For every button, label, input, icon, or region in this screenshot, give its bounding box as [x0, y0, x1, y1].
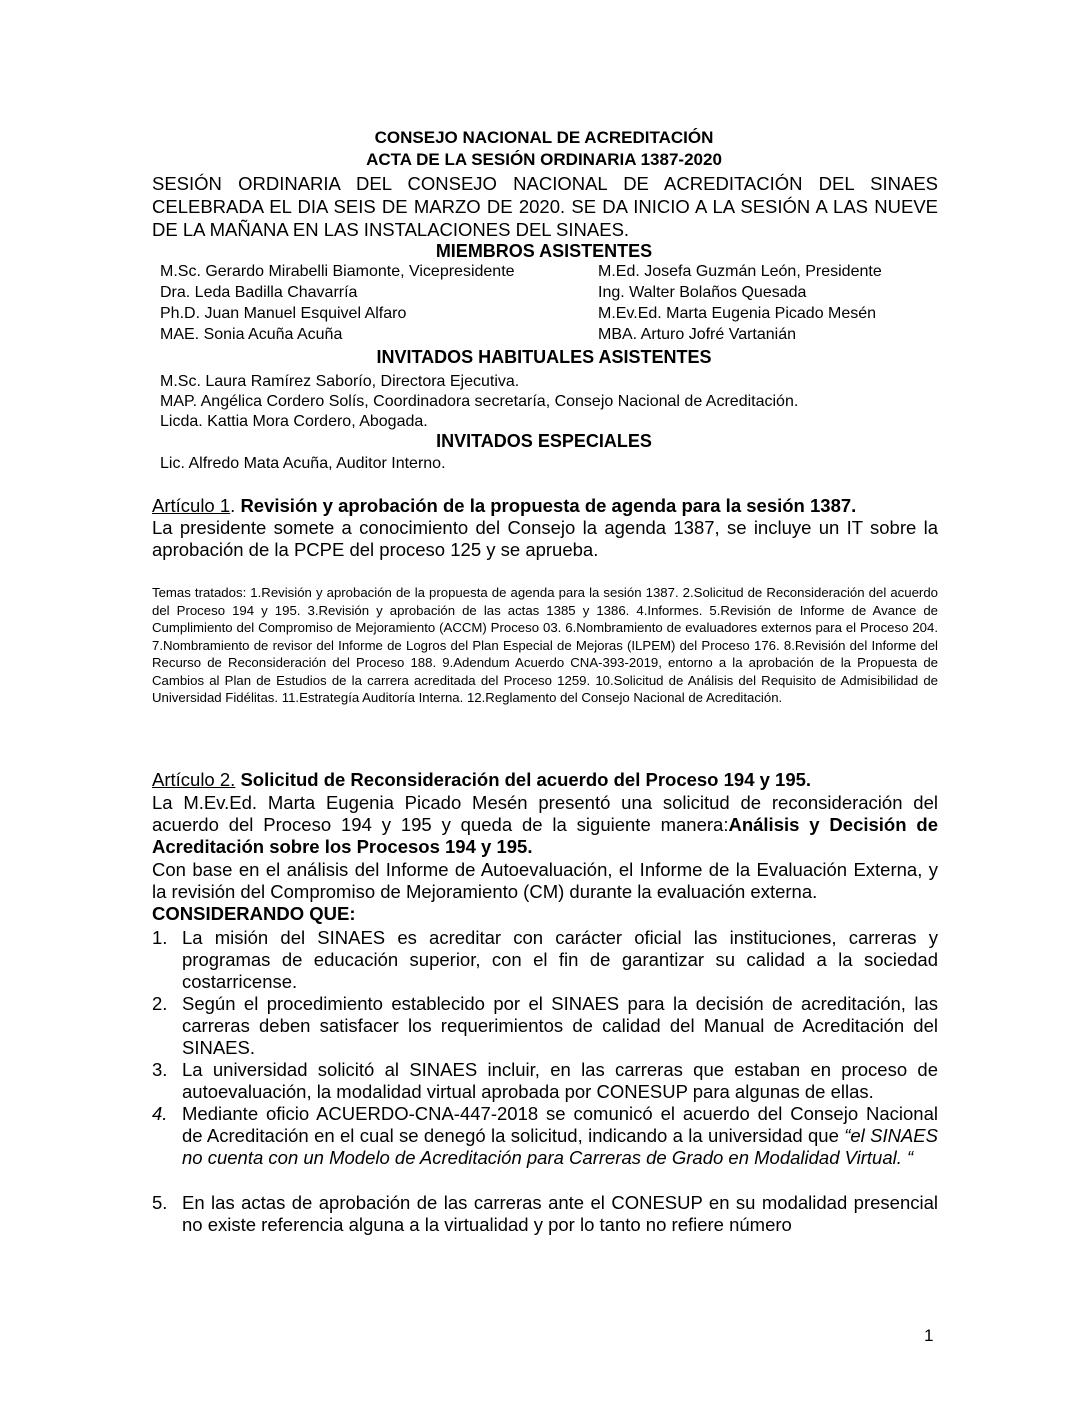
list-text-quote: “el SINAES no cuenta con un Modelo de Acreditación para Carreras de Grado en Modalidad Virtual. “ [182, 1125, 938, 1168]
member-left: Ph.D. Juan Manuel Esquivel Alfaro [160, 305, 407, 322]
list-text [182, 1103, 938, 1169]
member-left: Dra. Leda Badilla Chavarría [160, 284, 358, 301]
article1-heading [152, 495, 856, 517]
article2-body-bold: Análisis y Decisión de Acreditación sobre los Procesos 194 y 195. [152, 814, 938, 857]
article2-title: Solicitud de Reconsideración del acuerdo del Proceso 194 y 195. [240, 769, 812, 790]
habitual-guest: Licda. Kattia Mora Cordero, Abogada. [160, 413, 428, 430]
list-number: 5. [152, 1192, 168, 1213]
list-text: En las actas de aprobación de las carreras ante el CONESUP en su modalidad presencial no existe referencia alguna a la virtualidad y por lo tanto no refiere número [182, 1192, 938, 1235]
list-text: La universidad solicitó al SINAES incluir, en las carreras que estaban en proceso de autoevaluación, la modalidad virtual aprobada por CONESUP para algunas de ellas. [182, 1059, 938, 1102]
article1-label: Artículo 1 [152, 495, 231, 516]
session-intro: SESIÓN ORDINARIA DEL CONSEJO NACIONAL DE ACREDITACIÓN DEL SINAES CELEBRADA EL DIA SEIS DE MARZO DE 2020. SE DA INICIO A LA SESIÓN A LAS NUEVE DE LA MAÑANA EN LAS INSTALACIONES DEL SINAES. [152, 173, 938, 240]
article2-body [152, 792, 938, 858]
member-right: MBA. Arturo Jofré Vartanián [598, 326, 797, 343]
article2-body-text: La M.Ev.Ed. Marta Eugenia Picado Mesén presentó una solicitud de reconsideración del acuerdo del Proceso 194 y 195 y queda de la siguiente manera: [152, 792, 938, 835]
article1-body: La presidente somete a conocimiento del Consejo la agenda 1387, se incluye un IT sobre la aprobación de la PCPE del proceso 125 y se aprueba. [152, 517, 938, 560]
article1-separator: . [230, 495, 241, 516]
page-number: 1 [924, 1326, 934, 1345]
member-right: M.Ed. Josefa Guzmán León, Presidente [598, 263, 882, 280]
article2-label: Artículo 2. [152, 769, 236, 790]
list-number: 1. [152, 927, 168, 948]
list-number: 4. [152, 1103, 168, 1124]
member-left: M.Sc. Gerardo Mirabelli Biamonte, Vicepresidente [160, 263, 515, 280]
habitual-guests-heading: INVITADOS HABITUALES ASISTENTES [376, 347, 712, 367]
list-text: La misión del SINAES es acreditar con carácter oficial las instituciones, carreras y programas de educación superior, con el fin de garantizar su calidad a la sociedad costarricense. [182, 927, 938, 992]
considerando-heading: CONSIDERANDO QUE: [152, 903, 356, 924]
list-text-plain: Mediante oficio ACUERDO-CNA-447-2018 se comunicó el acuerdo del Consejo Nacional de Acreditación en el cual se denegó la solicitud, indicando a la universidad que [182, 1103, 938, 1146]
article2-body2: Con base en el análisis del Informe de Autoevaluación, el Informe de la Evaluación Externa, y la revisión del Compromiso de Mejoramiento (CM) durante la evaluación externa. [152, 859, 938, 902]
special-guest: Lic. Alfredo Mata Acuña, Auditor Interno. [160, 455, 446, 472]
member-right: Ing. Walter Bolaños Quesada [598, 284, 807, 301]
special-guests-heading: INVITADOS ESPECIALES [436, 431, 652, 451]
list-text: Según el procedimiento establecido por el SINAES para la decisión de acreditación, las carreras deben satisfacer los requerimientos de calidad del Manual de Acreditación del SINAES. [182, 993, 938, 1058]
article1-title: Revisión y aprobación de la propuesta de agenda para la sesión 1387. [240, 495, 857, 516]
habitual-guest: MAP. Angélica Cordero Solís, Coordinadora secretaría, Consejo Nacional de Acreditación. [160, 393, 799, 410]
session-title: ACTA DE LA SESIÓN ORDINARIA 1387-2020 [366, 150, 722, 169]
member-left: MAE. Sonia Acuña Acuña [160, 326, 343, 343]
document-title: CONSEJO NACIONAL DE ACREDITACIÓN [374, 128, 714, 147]
list-number: 2. [152, 993, 168, 1014]
members-heading: MIEMBROS ASISTENTES [435, 241, 653, 261]
topics-list: Temas tratados: 1.Revisión y aprobación de la propuesta de agenda para la sesión 1387. 2.Solicitud de Reconsideración del acuerdo del Proceso 194 y 195. 3.Revisión y aprobación de las actas 1385 y 1386. 4.Informes. 5.Revisión de Informe de Avance de Cumplimiento del Compromiso de Mejoramiento (ACCM) Proceso 03. 6.Nombramiento de evaluadores externos para el Proceso 204. 7.Nombramiento de revisor del Informe de Logros del Plan Especial de Mejoras (ILPEM) del Proceso 176. 8.Revisión del Informe del Recurso de Reconsideración del Proceso 188. 9.Adendum Acuerdo CNA-393-2019, entorno a la aprobación de la Propuesta de Cambios al Plan de Estudios de la carrera acreditada del Proceso 1259. 10.Solicitud de Análisis del Requisito de Admisibilidad de Universidad Fidélitas. 11.Estrategía Auditoría Interna. 12.Reglamento del Consejo Nacional de Acreditación. [152, 585, 938, 705]
habitual-guest: M.Sc. Laura Ramírez Saborío, Directora Ejecutiva. [160, 373, 520, 390]
member-right: M.Ev.Ed. Marta Eugenia Picado Mesén [598, 305, 877, 322]
list-number: 3. [152, 1059, 168, 1080]
article2-heading [152, 769, 811, 791]
